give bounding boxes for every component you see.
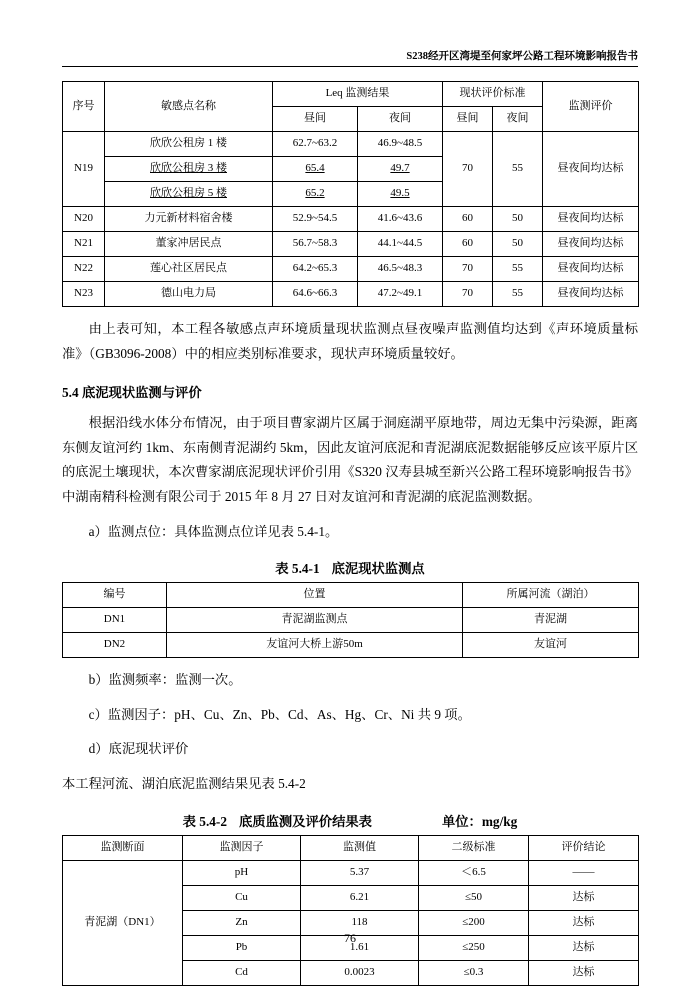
cell-seq: N22 — [63, 257, 105, 282]
section-heading-5-4: 5.4 底泥现状监测与评价 — [62, 385, 202, 401]
cell-conclusion: —— — [529, 860, 639, 885]
cell-std-day: 60 — [443, 232, 493, 257]
cell-evaluation: 昼夜间均达标 — [543, 232, 639, 257]
th-night: 夜间 — [358, 107, 443, 132]
cell-standard: ≤250 — [419, 935, 529, 960]
cell-std-night: 50 — [493, 207, 543, 232]
cell-point-name: 莲心社区居民点 — [105, 257, 273, 282]
cell-night: 44.1~44.5 — [358, 232, 443, 257]
paragraph-sediment-background: 根据沿线水体分布情况，由于项目曹家湖片区属于洞庭湖平原地带，周边无集中污染源，距离东侧友谊河约 1km、东南侧青泥湖约 5km，因此友谊河底泥和青泥湖底泥数据能够反应该平原片区的底泥土壤现状，本次曹家湖底泥现状评价引用《S320 汉寿县城至新兴公路工程环境影响报告书》中湖南精科检测有限公司于 2015 年 8 月 27 日对友谊河和青泥湖的底泥监测数据。 — [62, 415, 638, 504]
table-header-row — [63, 82, 639, 107]
sediment-results-table — [62, 835, 639, 986]
paragraph-item-d: d）底泥现状评价 — [88, 741, 189, 757]
cell-night: 49.7 — [358, 157, 443, 182]
cell-day: 52.9~54.5 — [273, 207, 358, 232]
page-number: 76 — [344, 931, 356, 945]
th-seq: 序号 — [63, 82, 105, 132]
th-code: 编号 — [63, 583, 167, 608]
table-row — [63, 860, 639, 885]
th-factor: 监测因子 — [183, 835, 301, 860]
paragraph-item-a: a）监测点位：具体监测点位详见表 5.4-1。 — [88, 523, 339, 539]
table-row — [63, 608, 639, 633]
table-542-caption — [62, 811, 638, 830]
cell-section-label: 青泥湖（DN1） — [63, 860, 183, 985]
cell-factor: pH — [183, 860, 301, 885]
cell-river: 友谊河 — [463, 633, 639, 658]
cell-point-name: 德山电力局 — [105, 282, 273, 307]
cell-std-night: 55 — [493, 132, 543, 207]
cell-value: 1.61 — [301, 935, 419, 960]
cell-day: 64.2~65.3 — [273, 257, 358, 282]
cell-night: 46.9~48.5 — [358, 132, 443, 157]
cell-evaluation: 昼夜间均达标 — [543, 257, 639, 282]
cell-day: 65.2 — [273, 182, 358, 207]
th-point-name: 敏感点名称 — [105, 82, 273, 132]
paragraph-item-c: c）监测因子：pH、Cu、Zn、Pb、Cd、As、Hg、Cr、Ni 共 9 项。 — [88, 706, 471, 722]
cell-std-night: 50 — [493, 232, 543, 257]
cell-river: 青泥湖 — [463, 608, 639, 633]
table-row — [63, 257, 639, 282]
cell-factor: Zn — [183, 910, 301, 935]
page-content — [62, 48, 638, 986]
cell-standard: ≤200 — [419, 910, 529, 935]
cell-std-day: 60 — [443, 207, 493, 232]
cell-factor: Pb — [183, 935, 301, 960]
cell-day: 65.4 — [273, 157, 358, 182]
paragraph-results-ref: 本工程河流、湖泊底泥监测结果见表 5.4-2 — [62, 775, 306, 791]
cell-value: 5.37 — [301, 860, 419, 885]
cell-code: DN2 — [63, 633, 167, 658]
cell-code: DN1 — [63, 608, 167, 633]
cell-night: 46.5~48.3 — [358, 257, 443, 282]
cell-std-night: 55 — [493, 257, 543, 282]
cell-point-name: 董家冲居民点 — [105, 232, 273, 257]
cell-seq: N19 — [63, 132, 105, 207]
cell-seq: N21 — [63, 232, 105, 257]
cell-std-day: 70 — [443, 282, 493, 307]
th-std-day: 昼间 — [443, 107, 493, 132]
cell-point-name: 欣欣公租房 1 楼 — [105, 132, 273, 157]
paragraph-noise-conclusion: 由上表可知，本工程各敏感点声环境质量现状监测点昼夜噪声监测值均达到《声环境质量标准》（GB3096-2008）中的相应类别标准要求，现状声环境质量较好。 — [62, 321, 638, 361]
cell-point-name: 欣欣公租房 3 楼 — [105, 157, 273, 182]
cell-point-name: 欣欣公租房 5 楼 — [105, 182, 273, 207]
th-location: 位置 — [167, 583, 463, 608]
cell-value: 0.0023 — [301, 960, 419, 985]
cell-location: 青泥湖监测点 — [167, 608, 463, 633]
table-header-row — [63, 835, 639, 860]
th-standard: 二级标准 — [419, 835, 529, 860]
cell-location: 友谊河大桥上游50m — [167, 633, 463, 658]
th-conclusion: 评价结论 — [529, 835, 639, 860]
cell-day: 56.7~58.3 — [273, 232, 358, 257]
table-row — [63, 132, 639, 157]
table-542-unit: 单位：mg/kg — [441, 813, 518, 829]
th-std-night: 夜间 — [493, 107, 543, 132]
th-river: 所属河流（湖泊） — [463, 583, 639, 608]
cell-std-night: 55 — [493, 282, 543, 307]
cell-standard: ＜6.5 — [419, 860, 529, 885]
header-rule — [62, 66, 638, 67]
cell-day: 64.6~66.3 — [273, 282, 358, 307]
cell-std-day: 70 — [443, 257, 493, 282]
cell-conclusion: 达标 — [529, 935, 639, 960]
cell-value: 118 — [301, 910, 419, 935]
cell-evaluation: 昼夜间均达标 — [543, 207, 639, 232]
paragraph-item-b: b）监测频率：监测一次。 — [88, 672, 242, 688]
cell-evaluation: 昼夜间均达标 — [543, 132, 639, 207]
cell-night: 41.6~43.6 — [358, 207, 443, 232]
cell-conclusion: 达标 — [529, 885, 639, 910]
cell-conclusion: 达标 — [529, 910, 639, 935]
table-row — [63, 232, 639, 257]
table-541-number: 表 5.4-1 — [275, 561, 320, 577]
table-row — [63, 282, 639, 307]
th-leq: Leq 监测结果 — [273, 82, 443, 107]
cell-factor: Cd — [183, 960, 301, 985]
th-standard: 现状评价标准 — [443, 82, 543, 107]
noise-monitoring-table — [62, 81, 639, 307]
cell-factor: Cu — [183, 885, 301, 910]
cell-std-day: 70 — [443, 132, 493, 207]
cell-conclusion: 达标 — [529, 960, 639, 985]
cell-value: 6.21 — [301, 885, 419, 910]
th-day: 昼间 — [273, 107, 358, 132]
table-row — [63, 207, 639, 232]
cell-night: 47.2~49.1 — [358, 282, 443, 307]
cell-day: 62.7~63.2 — [273, 132, 358, 157]
th-section: 监测断面 — [63, 835, 183, 860]
running-header: S238经开区湾堤至何家坪公路工程环境影响报告书 — [406, 51, 638, 62]
table-541-title: 底泥现状监测点 — [331, 561, 425, 577]
cell-evaluation: 昼夜间均达标 — [543, 282, 639, 307]
cell-night: 49.5 — [358, 182, 443, 207]
table-541-caption — [62, 558, 638, 577]
cell-standard: ≤50 — [419, 885, 529, 910]
table-542-title: 底质监测及评价结果表 — [239, 813, 372, 829]
sediment-monitoring-points-table — [62, 582, 639, 658]
table-header-row — [63, 583, 639, 608]
table-542-number: 表 5.4-2 — [182, 813, 227, 829]
cell-seq: N20 — [63, 207, 105, 232]
cell-point-name: 力元新材料宿舍楼 — [105, 207, 273, 232]
cell-standard: ≤0.3 — [419, 960, 529, 985]
table-row — [63, 633, 639, 658]
th-value: 监测值 — [301, 835, 419, 860]
cell-seq: N23 — [63, 282, 105, 307]
th-evaluation: 监测评价 — [543, 82, 639, 132]
